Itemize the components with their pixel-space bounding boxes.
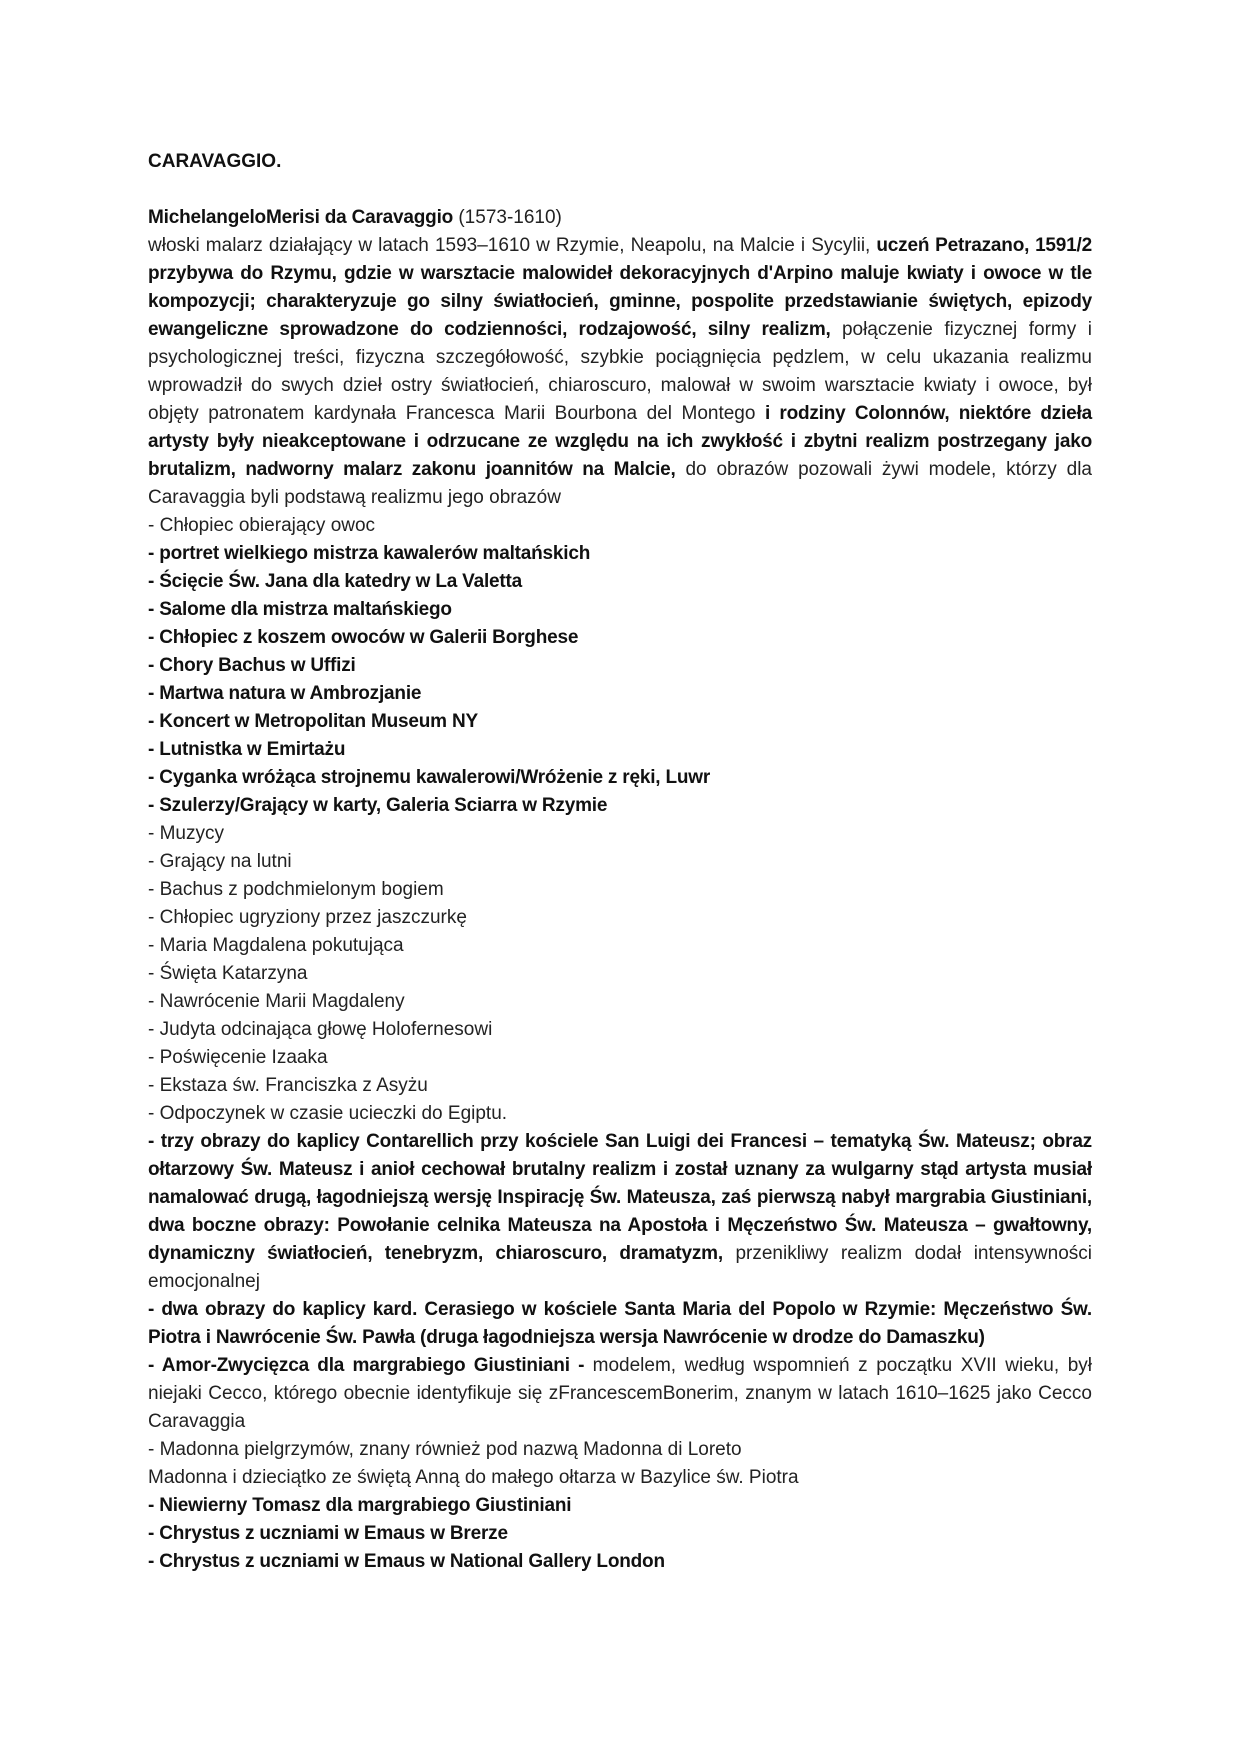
artist-heading xyxy=(148,204,1092,232)
spacer xyxy=(148,176,1092,204)
intro-run: do obrazów pozowali żywi modele, którzy dla Caravaggia byli podstawą realizmu jego obrazów xyxy=(148,459,1092,508)
amor-paragraph xyxy=(148,1352,1092,1436)
works-list-2 xyxy=(148,1436,1092,1576)
works-list-1 xyxy=(148,512,1092,1128)
list-item: - Koncert w Metropolitan Museum NY xyxy=(148,711,478,732)
list-item: - Ścięcie Św. Jana dla katedry w La Valetta xyxy=(148,571,523,592)
contarelli-paragraph xyxy=(148,1128,1092,1296)
list-item: Madonna i dzieciątko ze świętą Anną do małego ołtarza w Bazylice św. Piotra xyxy=(148,1467,799,1488)
list-item: - Chrystus z uczniami w Emaus w National Gallery London xyxy=(148,1551,665,1572)
para4-run: - Amor-Zwycięzca dla margrabiego Giustiniani - xyxy=(148,1355,593,1376)
para3-run: - dwa obrazy do kaplicy kard. Cerasiego w kościele Santa Maria del Popolo w Rzymie: Męczeństwo Św. Piotra i Nawrócenie Św. Pawła (druga łagodniejsza wersja Nawrócenie w drodze do Damaszku) xyxy=(148,1299,1092,1348)
para2-run: - trzy obrazy do kaplicy Contarellich przy kościele San Luigi dei Francesi – tematyką Św. Mateusz; obraz ołtarzowy Św. Mateusz i anioł cechował brutalny realizm i został uznany za wulgarny stąd artysta musiał namalować drugą, łagodniejszą wersję Inspirację Św. Mateusza, zaś pierwszą nabył margrabia Giustiniani, dwa boczne obrazy: Powołanie celnika Mateusza na Apostoła i Męczeństwo Św. Mateusza – gwałtowny, dynamiczny światłocień, tenebryzm, chiaroscuro, dramatyzm, xyxy=(148,1131,1092,1264)
list-item: - Chory Bachus w Uffizi xyxy=(148,655,356,676)
list-item: - portret wielkiego mistrza kawalerów maltańskich xyxy=(148,543,591,564)
list-item: - Muzycy xyxy=(148,823,224,844)
list-item: - Grający na lutni xyxy=(148,851,292,872)
list-item: - Chłopiec obierający owoc xyxy=(148,515,376,536)
intro-run: uczeń Petrazano, 1591/2 przybywa do Rzymu, gdzie w warsztacie malowideł dekoracyjnych d'Arpino maluje kwiaty i owoce w tle kompozycji; charakteryzuje go silny światłocień, gminne, pospolite przedstawianie świętych, epizody ewangeliczne sprowadzone do codzienności, rodzajowość, silny realizm, xyxy=(148,235,1092,340)
list-item: - Święta Katarzyna xyxy=(148,963,308,984)
list-item: - Chłopiec ugryziony przez jaszczurkę xyxy=(148,907,467,928)
list-item: - Chłopiec z koszem owoców w Galerii Borghese xyxy=(148,627,579,648)
list-item: - Chrystus z uczniami w Emaus w Brerze xyxy=(148,1523,508,1544)
document-page xyxy=(148,148,1092,1576)
intro-run: i rodziny Colonnów, niektóre dzieła artysty były nieakceptowane i odrzucane ze względu na ich zwykłość i zbytni realizm postrzegany jako brutalizm, nadworny malarz zakonu joannitów na Malcie, xyxy=(148,403,1092,480)
para4-run: modelem, według wspomnień z początku XVII wieku, był niejaki Cecco, którego obecnie identyfikuje się zFrancescemBonerim, znanym w latach 1610–1625 jako Cecco Caravaggia xyxy=(148,1355,1093,1432)
list-item: - Poświęcenie Izaaka xyxy=(148,1047,328,1068)
list-item: - Odpoczynek w czasie ucieczki do Egiptu. xyxy=(148,1103,508,1124)
list-item: - Martwa natura w Ambrozjanie xyxy=(148,683,422,704)
artist-dates: (1573-1610) xyxy=(453,207,562,228)
cerasi-paragraph xyxy=(148,1296,1092,1352)
list-item: - Salome dla mistrza maltańskiego xyxy=(148,599,452,620)
list-item: - Lutnistka w Emirtażu xyxy=(148,739,346,760)
list-item: - Maria Magdalena pokutująca xyxy=(148,935,404,956)
list-item: - Nawrócenie Marii Magdaleny xyxy=(148,991,405,1012)
list-item: - Szulerzy/Grający w karty, Galeria Sciarra w Rzymie xyxy=(148,795,608,816)
list-item: - Bachus z podchmielonym bogiem xyxy=(148,879,444,900)
intro-run: włoski malarz działający w latach 1593–1610 w Rzymie, Neapolu, na Malcie i Sycylii, xyxy=(148,235,877,256)
list-item: - Madonna pielgrzymów, znany również pod nazwą Madonna di Loreto xyxy=(148,1439,742,1460)
artist-name: MichelangeloMerisi da Caravaggio xyxy=(148,207,454,228)
para2-run: przenikliwy realizm dodał intensywności emocjonalnej xyxy=(148,1243,1092,1292)
list-item: - Niewierny Tomasz dla margrabiego Giustiniani xyxy=(148,1495,572,1516)
document-title: CARAVAGGIO. xyxy=(148,151,282,172)
list-item: - Cyganka wróżąca strojnemu kawalerowi/Wróżenie z ręki, Luwr xyxy=(148,767,711,788)
list-item: - Ekstaza św. Franciszka z Asyżu xyxy=(148,1075,428,1096)
intro-run: połączenie fizycznej formy i psychologicznej treści, fizyczna szczegółowość, szybkie pociągnięcia pędzlem, w celu ukazania realizmu wprowadził do swych dzieł ostry światłocień, chiaroscuro, malował w swoim warsztacie kwiaty i owoce, był objęty patronatem kardynała Francesca Marii Bourbona del Montego xyxy=(148,319,1092,424)
list-item: - Judyta odcinająca głowę Holofernesowi xyxy=(148,1019,493,1040)
intro-paragraph xyxy=(148,232,1092,512)
